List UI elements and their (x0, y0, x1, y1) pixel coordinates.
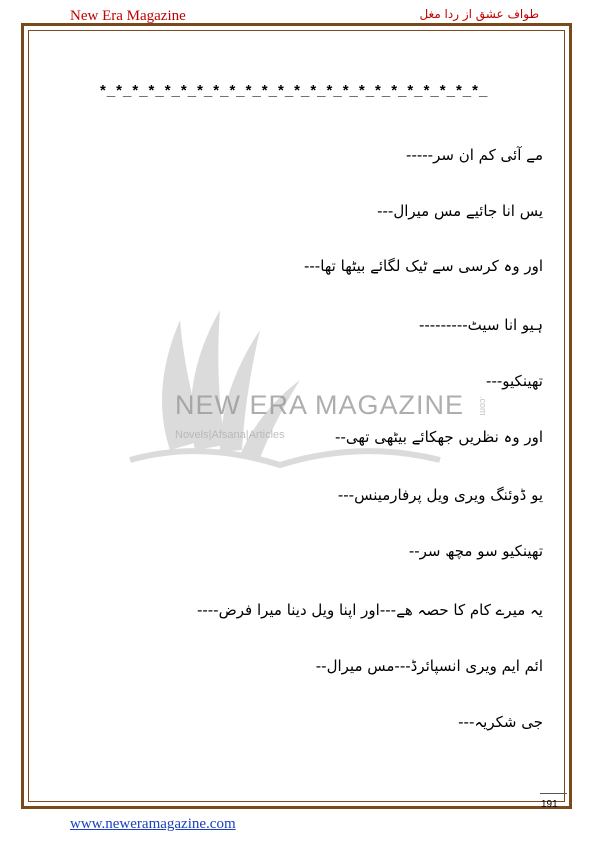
watermark-subtitle: Novels|Afsana|Articles (175, 429, 285, 441)
watermark-title: NEW ERA MAGAZINE (175, 390, 465, 420)
scene-separator: *_*_*_*_*_*_*_*_*_*_*_*_*_*_*_*_*_*_*_*_*_*_*_*_ (100, 82, 489, 99)
page-number: 191 (541, 799, 558, 810)
dialogue-line: ہیو انا سیٹ--------- (418, 316, 543, 334)
dialogue-line: جی شکریہ--- (458, 713, 543, 731)
dialogue-line: تھینکیو سو مچھ سر-- (408, 542, 543, 560)
footer-website-link[interactable]: www.neweramagazine.com (70, 816, 236, 832)
dialogue-line: یہ میرے کام کا حصہ ھے---اور اپنا ویل دینا میرا فرض---- (196, 601, 543, 619)
dialogue-line: یس انا جائیے مس میرال--- (377, 202, 543, 220)
header-novel-title: طواف عشق از ردا مغل (419, 7, 539, 21)
watermark-domain: .com (478, 396, 488, 416)
dialogue-line: تھینکیو--- (486, 372, 543, 390)
header-magazine-name: New Era Magazine (70, 8, 186, 24)
dialogue-line: ائم ایم ویری انسپائرڈ---مس میرال-- (315, 657, 543, 675)
page-number-rule (540, 793, 567, 794)
dialogue-line: یو ڈوئنگ ویری ویل پرفارمینس--- (337, 486, 543, 504)
dialogue-line: اور وہ کرسی سے ٹیک لگائے بیٹھا تھا--- (303, 257, 543, 275)
dialogue-line: مے آئی کم ان سر----- (406, 146, 543, 164)
dialogue-line: اور وہ نظریں جھکائے بیٹھی تھی-- (335, 428, 543, 446)
